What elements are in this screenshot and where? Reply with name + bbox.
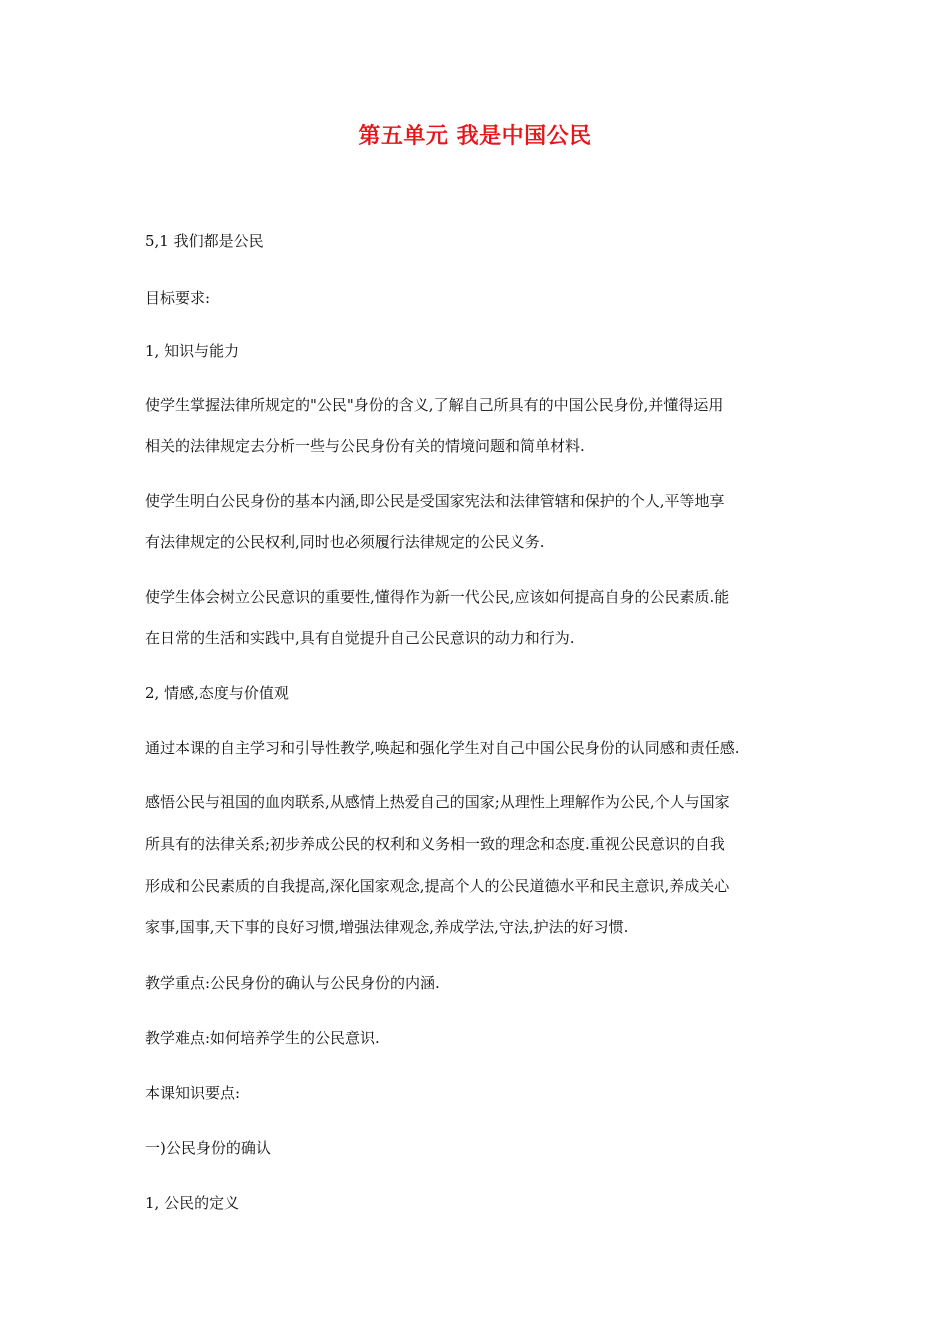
paragraph-line: 使学生掌握法律所规定的"公民"身份的含义,了解自己所具有的中国公民身份,并懂得运用	[145, 396, 724, 414]
key-point-line: 教学重点:公民身份的确认与公民身份的内涵.	[145, 974, 440, 992]
paragraph-line: 有法律规定的公民权利,同时也必须履行法律规定的公民义务.	[145, 533, 545, 551]
paragraph-line: 使学生明白公民身份的基本内涵,即公民是受国家宪法和法律管辖和保护的个人,平等地享	[145, 492, 725, 510]
paragraph-line: 相关的法律规定去分析一些与公民身份有关的情境问题和简单材料.	[145, 437, 585, 455]
page-title: 第五单元 我是中国公民	[358, 124, 592, 149]
part-one-heading: 一)公民身份的确认	[145, 1139, 271, 1157]
paragraph-line: 形成和公民素质的自我提高,深化国家观念,提高个人的公民道德水平和民主意识,养成关心	[145, 877, 730, 895]
section-heading: 5,1 我们都是公民	[145, 232, 264, 250]
emotion-heading: 2, 情感,态度与价值观	[145, 684, 289, 702]
paragraph-line: 通过本课的自主学习和引导性教学,唤起和强化学生对自己中国公民身份的认同感和责任感.	[145, 739, 740, 757]
paragraph-line: 家事,国事,天下事的良好习惯,增强法律观念,养成学法,守法,护法的好习惯.	[145, 918, 629, 936]
knowledge-heading: 1, 知识与能力	[145, 342, 240, 360]
definition-heading: 1, 公民的定义	[145, 1194, 240, 1212]
difficulty-line: 教学难点:如何培养学生的公民意识.	[145, 1029, 380, 1047]
paragraph-line: 使学生体会树立公民意识的重要性,懂得作为新一代公民,应该如何提高自身的公民素质.能	[145, 588, 730, 606]
paragraph-line: 在日常的生活和实践中,具有自觉提升自己公民意识的动力和行为.	[145, 629, 575, 647]
objectives-heading: 目标要求:	[145, 289, 211, 307]
lesson-points-heading: 本课知识要点:	[145, 1084, 241, 1102]
paragraph-line: 所具有的法律关系;初步养成公民的权利和义务相一致的理念和态度.重视公民意识的自我	[145, 835, 725, 853]
paragraph-line: 感悟公民与祖国的血肉联系,从感情上热爱自己的国家;从理性上理解作为公民,个人与国家	[145, 793, 730, 811]
